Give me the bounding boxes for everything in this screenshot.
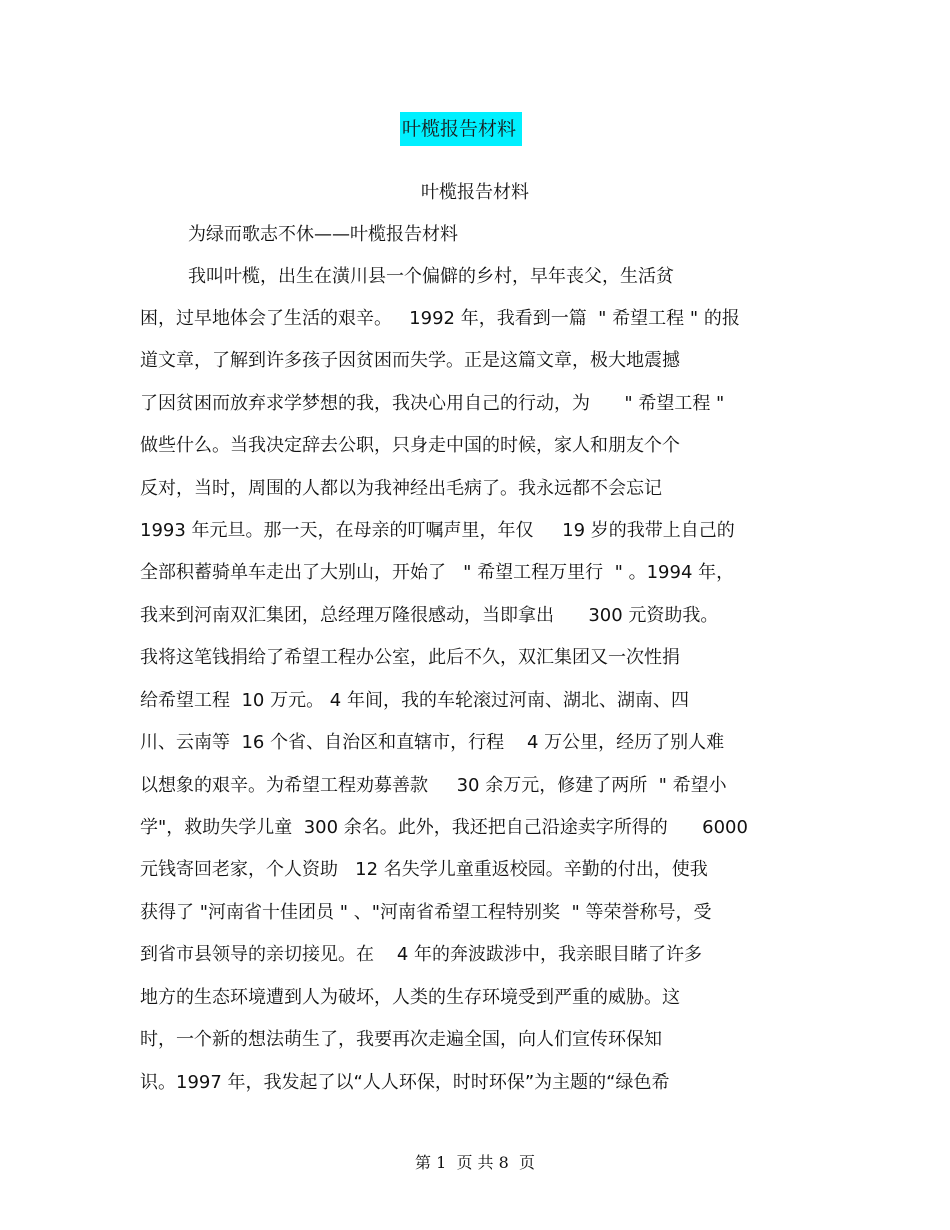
body-line: 道文章，了解到许多孩子因贫困而失学。正是这篇文章，极大地震撼 [140, 350, 680, 371]
body-line: 到省市县领导的亲切接见。在 4 年的奔波跋涉中，我亲眼目睹了许多 [140, 944, 703, 965]
body-line: 识。1997 年，我发起了以“人人环保，时时环保”为主题的“绿色希 [140, 1072, 670, 1093]
body-line: 反对，当时，周围的人都以为我神经出毛病了。我永远都不会忘记 [140, 478, 662, 499]
document-title: 叶榄报告材料 [400, 112, 522, 146]
body-line: 我来到河南双汇集团，总经理万隆很感动，当即拿出 300 元资助我。 [140, 605, 719, 626]
body-line: 学"，救助失学儿童 300 余名。此外，我还把自己沿途卖字所得的 6000 [140, 817, 748, 838]
body-line: 获得了 "河南省十佳团员 " 、"河南省希望工程特别奖 " 等荣誉称号，受 [140, 902, 712, 923]
body-line: 地方的生态环境遭到人为破坏，人类的生存环境受到严重的威胁。这 [140, 987, 680, 1008]
document-subtitle: 叶榄报告材料 [421, 182, 529, 203]
page-number-footer: 第 1 页 共 8 页 [415, 1153, 535, 1172]
body-line: 给希望工程 10 万元。 4 年间，我的车轮滚过河南、湖北、湖南、四 [140, 690, 689, 711]
body-line: 元钱寄回老家，个人资助 12 名失学儿童重返校园。辛勤的付出，使我 [140, 859, 708, 880]
body-line: 困，过早地体会了生活的艰辛。 1992 年，我看到一篇 " 希望工程 " 的报 [140, 308, 740, 329]
body-line: 全部积蓄骑单车走出了大别山，开始了 " 希望工程万里行 " 。1994 年， [140, 562, 735, 583]
body-line: 川、云南等 16 个省、自治区和直辖市，行程 4 万公里，经历了别人难 [140, 732, 725, 753]
body-line: 时，一个新的想法萌生了，我要再次走遍全国，向人们宣传环保知 [140, 1029, 662, 1050]
body-line: 了因贫困而放弃求学梦想的我，我决心用自己的行动，为 " 希望工程 " [140, 393, 725, 414]
body-line: 1993 年元旦。那一天，在母亲的叮嘱声里，年仅 19 岁的我带上自己的 [140, 520, 735, 541]
body-line: 我将这笔钱捐给了希望工程办公室，此后不久，双汇集团又一次性捐 [140, 647, 680, 668]
body-line: 以想象的艰辛。为希望工程劝募善款 30 余万元，修建了两所 " 希望小 [140, 775, 727, 796]
body-line: 做些什么。当我决定辞去公职，只身走中国的时候，家人和朋友个个 [140, 435, 680, 456]
section-heading: 为绿而歌志不休——叶榄报告材料 [188, 224, 458, 245]
body-line: 我叫叶榄，出生在潢川县一个偏僻的乡村，早年丧父，生活贫 [188, 266, 674, 287]
